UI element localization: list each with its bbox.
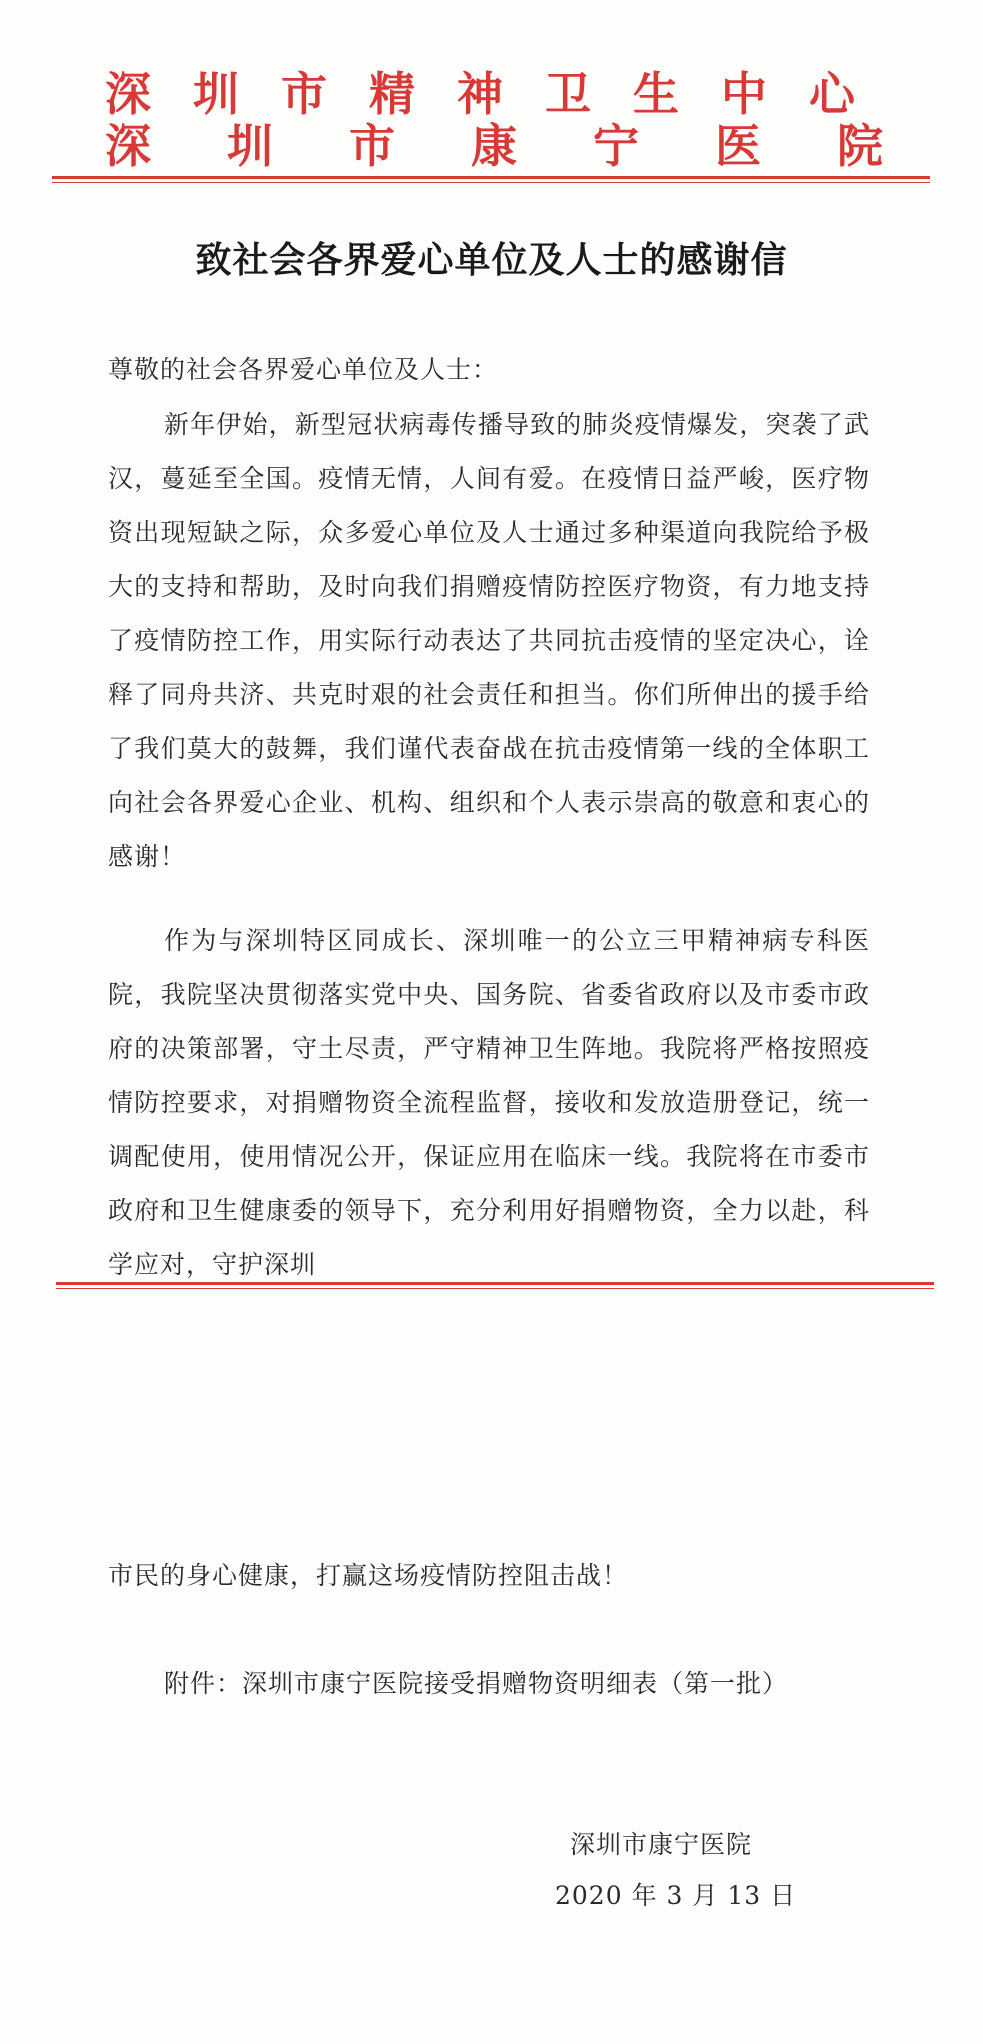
letterhead-char: 市	[349, 119, 397, 173]
letterhead-char: 中	[721, 67, 769, 121]
attachment-note: 附件：深圳市康宁医院接受捐赠物资明细表（第一批）	[164, 1669, 789, 1698]
letterhead-char: 神	[457, 67, 505, 121]
header-divider	[52, 176, 930, 183]
body-paragraph-2: 作为与深圳特区同成长、深圳唯一的公立三甲精神病专科医院，我院坚决贯彻落实党中央、国务院、省委省政府以及市委市政府的决策部署，守土尽责，严守精神卫生阵地。我院将严格按照疫情防控要求，对捐赠物资全流程监督，接收和发放造册登记，统一调配使用，使用情况公开，保证应用在临床一线。我院将在市委市政府和卫生健康委的领导下，充分利用好捐赠物资，全力以赴，科学应对，守护深圳	[108, 926, 870, 1279]
signature-organization: 深圳市康宁医院	[570, 1830, 753, 1859]
continuation-text: 市民的身心健康，打赢这场疫情防控阻击战！	[108, 1561, 629, 1590]
letterhead-char: 深	[105, 67, 153, 121]
letterhead-char: 圳	[227, 119, 275, 173]
letterhead-char: 院	[837, 119, 885, 173]
letterhead-line-2	[105, 110, 885, 176]
letterhead-char: 卫	[545, 67, 593, 121]
letterhead-char: 医	[715, 119, 763, 173]
letterhead-char: 生	[633, 67, 681, 121]
letterhead-char: 圳	[193, 67, 241, 121]
body-paragraph-1: 新年伊始，新型冠状病毒传播导致的肺炎疫情爆发，突袭了武汉，蔓延至全国。疫情无情，人间有爱。在疫情日益严峻，医疗物资出现短缺之际，众多爱心单位及人士通过多种渠道向我院给予极大的支持和帮助，及时向我们捐赠疫情防控医疗物资，有力地支持了疫情防控工作，用实际行动表达了共同抗击疫情的坚定决心，诠释了同舟共济、共克时艰的社会责任和担当。你们所伸出的援手给了我们莫大的鼓舞，我们谨代表奋战在抗击疫情第一线的全体职工向社会各界爱心企业、机构、组织和个人表示崇高的敬意和衷心的感谢！	[108, 410, 870, 871]
letterhead-char: 康	[471, 119, 519, 173]
letterhead-char: 精	[369, 67, 417, 121]
letter-title: 致社会各界爱心单位及人士的感谢信	[195, 240, 788, 281]
letterhead-char: 深	[105, 119, 153, 173]
letterhead-char: 心	[809, 67, 857, 121]
letterhead-char: 市	[281, 67, 329, 121]
letterhead-char: 宁	[593, 119, 641, 173]
signature-date: 2020 年 3 月 13 日	[555, 1881, 797, 1910]
salutation: 尊敬的社会各界爱心单位及人士：	[108, 355, 499, 384]
footer-divider	[56, 1282, 934, 1289]
